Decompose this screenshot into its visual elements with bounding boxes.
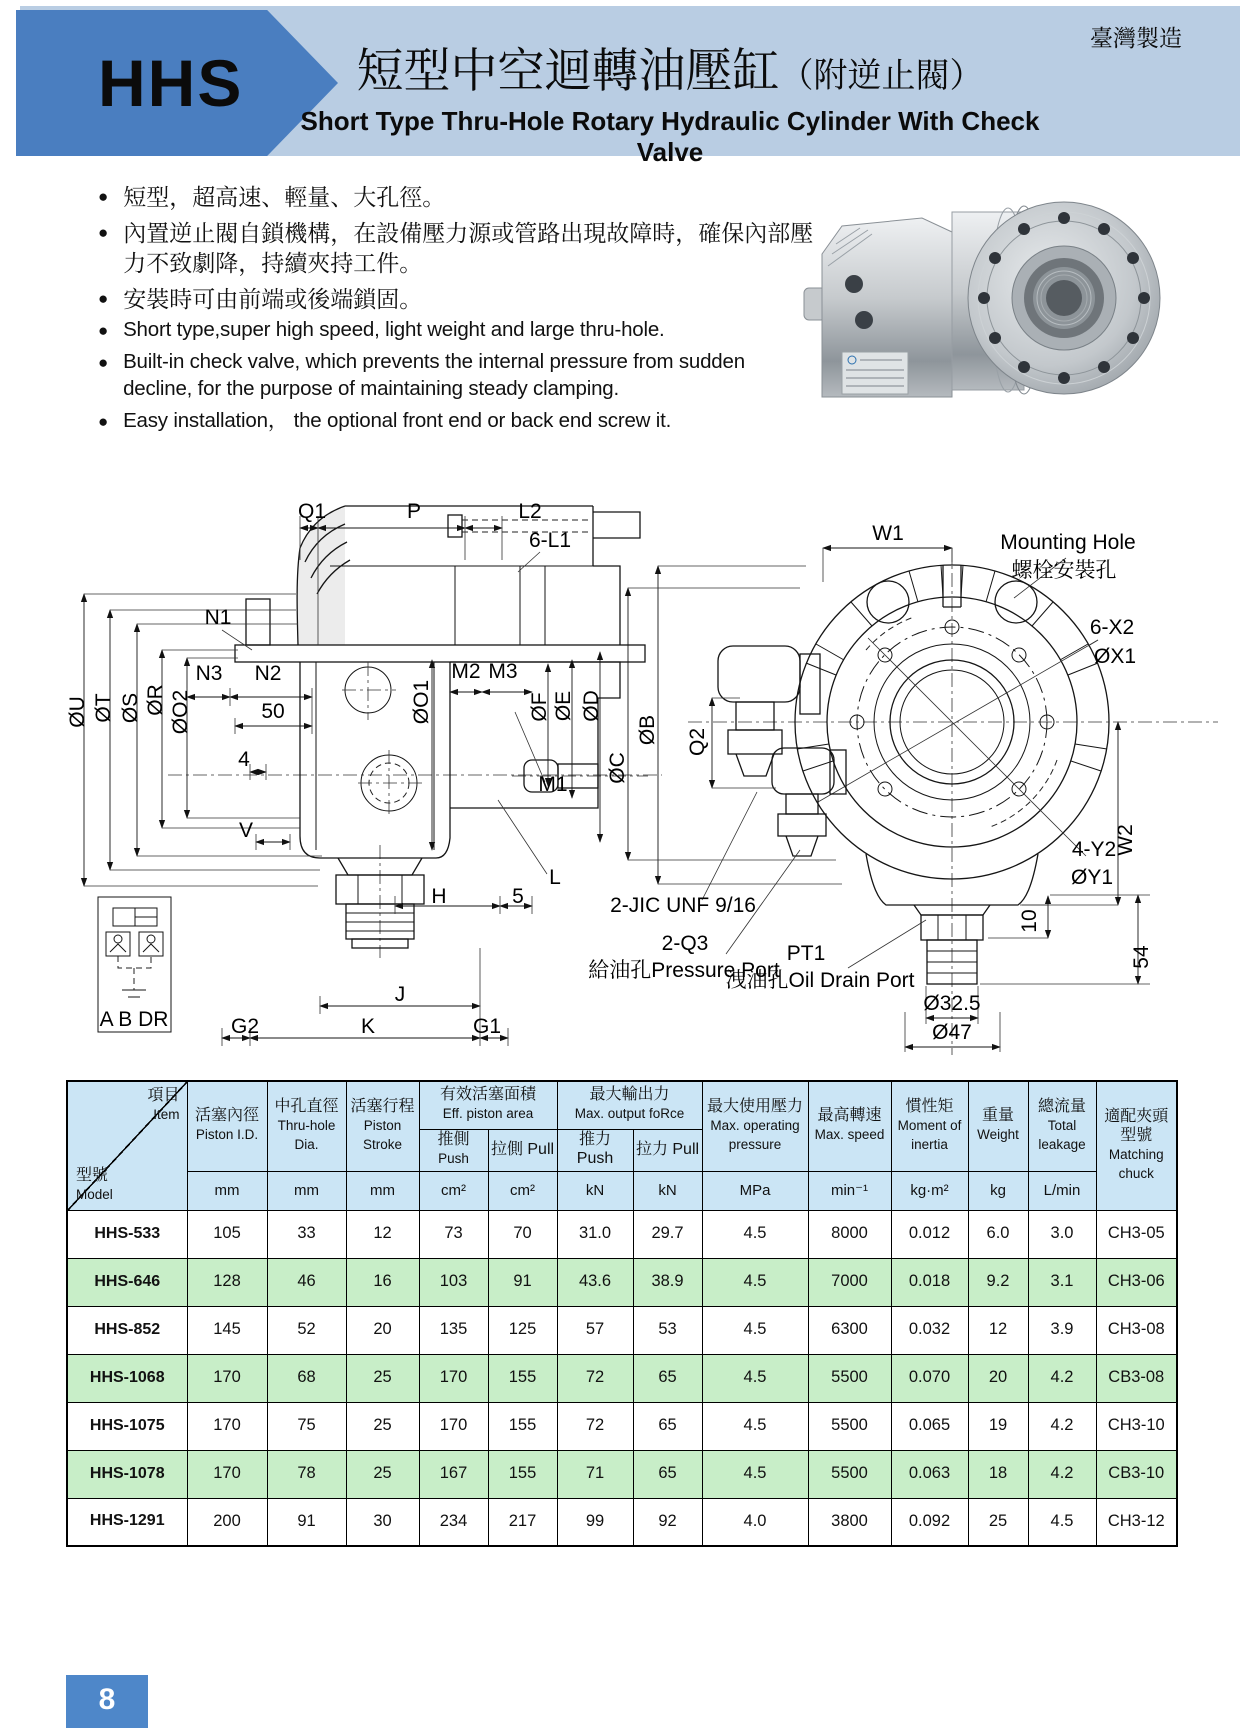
value-cell: CB3-08: [1096, 1354, 1177, 1402]
corner-item: 項目 Item: [147, 1087, 180, 1122]
unit-cell: kN: [557, 1171, 633, 1210]
dim-label: ØC: [606, 752, 629, 784]
col-inertia: 慣性矩 Moment of inertia: [891, 1081, 968, 1171]
table-row: [67, 1306, 1177, 1354]
dim-label: 4: [238, 748, 250, 771]
unit-cell: L/min: [1028, 1171, 1096, 1210]
value-cell: 217: [488, 1498, 557, 1546]
subcol-pull-force: 拉力 Pull: [633, 1129, 702, 1171]
col-max-speed: 最高轉速 Max. speed: [808, 1081, 891, 1171]
dim-label: ØR: [144, 684, 167, 716]
right-diagram-labels: [588, 522, 1153, 1044]
dim-label: L2: [518, 500, 542, 523]
dim-label: M2: [451, 660, 481, 683]
dim-label: 54: [1130, 945, 1153, 969]
subcol-pull-area: 拉側 Pull: [488, 1129, 557, 1171]
dim-label: PT1: [786, 942, 826, 965]
value-cell: 5500: [808, 1402, 891, 1450]
value-cell: 65: [633, 1450, 702, 1498]
value-cell: 20: [968, 1354, 1028, 1402]
dim-label: 10: [1018, 909, 1041, 933]
table-row: [67, 1498, 1177, 1546]
bullet-icon: ●: [98, 412, 109, 432]
technical-drawing: [0, 450, 1240, 1065]
feature-item: [98, 316, 798, 344]
value-cell: 72: [557, 1402, 633, 1450]
value-cell: 5500: [808, 1450, 891, 1498]
value-cell: 70: [488, 1210, 557, 1258]
pressure-port-fittings: [718, 646, 846, 856]
dim-label: L: [549, 866, 561, 889]
model-cell: HHS-646: [67, 1258, 187, 1306]
value-cell: 8000: [808, 1210, 891, 1258]
value-cell: 170: [419, 1402, 488, 1450]
feature-list-en: [98, 316, 798, 439]
page-title-en: Short Type Thru-Hole Rotary Hydraulic Cylinder With Check Valve: [300, 106, 1040, 167]
dim-label: Ø47: [932, 1021, 972, 1044]
feature-text: Built-in check valve, which prevents the internal pressure from sudden decline, for the purpose of maintaining steady clamping.: [123, 349, 745, 401]
dim-label: ØX1: [1093, 645, 1137, 668]
table-row: [67, 1354, 1177, 1402]
model-cell: HHS-1075: [67, 1402, 187, 1450]
value-cell: 53: [633, 1306, 702, 1354]
unit-cell: kN: [633, 1171, 702, 1210]
value-cell: 103: [419, 1258, 488, 1306]
table-row: [67, 1450, 1177, 1498]
dim-label: V: [238, 819, 254, 842]
dim-label: ØT: [92, 693, 115, 723]
value-cell: 135: [419, 1306, 488, 1354]
value-cell: 92: [633, 1498, 702, 1546]
value-cell: 0.063: [891, 1450, 968, 1498]
spec-table: [66, 1080, 1178, 1547]
value-cell: 105: [187, 1210, 267, 1258]
value-cell: 57: [557, 1306, 633, 1354]
model-cell: HHS-533: [67, 1210, 187, 1258]
value-cell: 6300: [808, 1306, 891, 1354]
value-cell: 4.5: [702, 1258, 808, 1306]
value-cell: 4.0: [702, 1498, 808, 1546]
value-cell: 4.5: [702, 1306, 808, 1354]
bullet-icon: ●: [98, 222, 109, 242]
dim-label: 5: [512, 885, 524, 908]
unit-cell: kg: [968, 1171, 1028, 1210]
dim-label: A B DR: [99, 1008, 169, 1031]
feature-text: Easy installation， the optional front end or back end screw it.: [123, 409, 672, 433]
value-cell: 65: [633, 1354, 702, 1402]
dim-label: ØY1: [1070, 866, 1114, 889]
feature-item: [98, 348, 798, 403]
col-max-output: 最大輸出力 Max. output foRce: [557, 1081, 702, 1129]
value-cell: 68: [267, 1354, 346, 1402]
feature-text: 內置逆止閥自鎖機構，在設備壓力源或管路出現故障時，確保內部壓力不致劇降，持續夾持工件。: [123, 219, 814, 277]
dim-label: 4-Y2: [1071, 838, 1117, 861]
dim-label: 6-X2: [1089, 616, 1135, 639]
feature-item: [98, 407, 798, 435]
dim-label: 2-Q3: [661, 932, 709, 955]
dim-label: P: [406, 500, 422, 523]
value-cell: 4.2: [1028, 1450, 1096, 1498]
page-title-zh: [340, 34, 1000, 101]
model-cell: HHS-1078: [67, 1450, 187, 1498]
col-leakage: 總流量 Total leakage: [1028, 1081, 1096, 1171]
value-cell: 125: [488, 1306, 557, 1354]
unit-cell: min⁻¹: [808, 1171, 891, 1210]
page-number: 8: [66, 1675, 148, 1728]
dim-label: M3: [488, 660, 518, 683]
model-cell: HHS-852: [67, 1306, 187, 1354]
feature-text: Short type,super high speed, light weight and large thru-hole.: [123, 318, 665, 341]
value-cell: 12: [346, 1210, 419, 1258]
value-cell: 20: [346, 1306, 419, 1354]
value-cell: 234: [419, 1498, 488, 1546]
value-cell: 43.6: [557, 1258, 633, 1306]
value-cell: 5500: [808, 1354, 891, 1402]
value-cell: 155: [488, 1450, 557, 1498]
value-cell: 12: [968, 1306, 1028, 1354]
dim-label: W1: [872, 522, 904, 545]
dim-label: 6-L1: [528, 529, 572, 552]
table-row: [67, 1258, 1177, 1306]
value-cell: 155: [488, 1402, 557, 1450]
value-cell: 99: [557, 1498, 633, 1546]
unit-cell: mm: [187, 1171, 267, 1210]
dim-label: ØF: [528, 692, 551, 722]
unit-cell: kg·m²: [891, 1171, 968, 1210]
value-cell: 29.7: [633, 1210, 702, 1258]
value-cell: 19: [968, 1402, 1028, 1450]
model-cell: HHS-1291: [67, 1498, 187, 1546]
dim-label: Mounting Hole: [1000, 531, 1136, 554]
value-cell: 71: [557, 1450, 633, 1498]
value-cell: 16: [346, 1258, 419, 1306]
value-cell: 91: [488, 1258, 557, 1306]
col-eff-area: 有效活塞面積 Eff. piston area: [419, 1081, 557, 1129]
feature-text: 短型，超高速、輕量、大孔徑。: [123, 184, 446, 210]
value-cell: 4.5: [702, 1354, 808, 1402]
value-cell: 0.032: [891, 1306, 968, 1354]
value-cell: 52: [267, 1306, 346, 1354]
bullet-icon: ●: [98, 352, 109, 372]
feature-item: [98, 182, 818, 213]
value-cell: 128: [187, 1258, 267, 1306]
value-cell: 4.5: [702, 1450, 808, 1498]
value-cell: 3.9: [1028, 1306, 1096, 1354]
value-cell: CH3-08: [1096, 1306, 1177, 1354]
value-cell: 31.0: [557, 1210, 633, 1258]
value-cell: 7000: [808, 1258, 891, 1306]
value-cell: 18: [968, 1450, 1028, 1498]
dim-label: ØU: [66, 696, 89, 728]
dim-label: K: [360, 1015, 376, 1038]
value-cell: CH3-10: [1096, 1402, 1177, 1450]
dim-label: 2-JIC UNF 9/16: [610, 894, 756, 917]
dim-label: M1: [538, 773, 568, 796]
unit-cell: cm²: [419, 1171, 488, 1210]
value-cell: 25: [968, 1498, 1028, 1546]
value-cell: 72: [557, 1354, 633, 1402]
value-cell: 65: [633, 1402, 702, 1450]
value-cell: 73: [419, 1210, 488, 1258]
dim-label: N1: [204, 606, 232, 629]
dim-label: Ø32.5: [923, 992, 981, 1015]
value-cell: CH3-06: [1096, 1258, 1177, 1306]
unit-cell: mm: [267, 1171, 346, 1210]
value-cell: CH3-05: [1096, 1210, 1177, 1258]
value-cell: 25: [346, 1354, 419, 1402]
subcol-push-area: 推側 Push: [419, 1129, 488, 1171]
value-cell: 75: [267, 1402, 346, 1450]
value-cell: 170: [187, 1450, 267, 1498]
unit-cell: cm²: [488, 1171, 557, 1210]
value-cell: 155: [488, 1354, 557, 1402]
value-cell: 6.0: [968, 1210, 1028, 1258]
product-photo: [802, 192, 1194, 400]
feature-item: [98, 284, 818, 315]
dim-label: ØS: [119, 692, 142, 724]
feature-text: 安裝時可由前端或後端鎖固。: [123, 285, 423, 312]
dim-label: 50: [261, 700, 285, 723]
dim-label: N3: [195, 662, 223, 685]
value-cell: 0.092: [891, 1498, 968, 1546]
col-stroke: 活塞行程 Piston Stroke: [346, 1081, 419, 1171]
value-cell: 170: [419, 1354, 488, 1402]
bullet-icon: ●: [98, 321, 109, 340]
value-cell: 25: [346, 1450, 419, 1498]
value-cell: CH3-12: [1096, 1498, 1177, 1546]
feature-list-zh: [98, 182, 818, 319]
value-cell: 200: [187, 1498, 267, 1546]
subcol-push-force: 推力 Push: [557, 1129, 633, 1171]
col-thru-hole: 中孔直徑 Thru-hole Dia.: [267, 1081, 346, 1171]
value-cell: 0.012: [891, 1210, 968, 1258]
value-cell: 0.065: [891, 1402, 968, 1450]
dim-label: N2: [254, 662, 282, 685]
value-cell: 0.018: [891, 1258, 968, 1306]
unit-cell: mm: [346, 1171, 419, 1210]
value-cell: 4.5: [702, 1210, 808, 1258]
col-piston-id: 活塞內徑 Piston I.D.: [187, 1081, 267, 1171]
bullet-icon: ●: [98, 187, 109, 206]
value-cell: 170: [187, 1402, 267, 1450]
dim-label: ØD: [580, 690, 603, 722]
value-cell: 33: [267, 1210, 346, 1258]
value-cell: 4.5: [1028, 1498, 1096, 1546]
left-diagram-labels: [66, 500, 659, 1038]
value-cell: 30: [346, 1498, 419, 1546]
dim-label: H: [431, 885, 447, 908]
corner-model: 型號 Model: [76, 1166, 113, 1202]
value-cell: 78: [267, 1450, 346, 1498]
value-cell: 9.2: [968, 1258, 1028, 1306]
value-cell: 0.070: [891, 1354, 968, 1402]
feature-item: [98, 218, 818, 279]
brand-logo: HHS: [98, 46, 244, 120]
page-title-zh-paren: （附逆止閥）: [779, 57, 984, 95]
dim-label: ØO1: [410, 679, 433, 725]
dim-label: ØB: [636, 714, 659, 746]
dim-label: ØE: [552, 690, 575, 722]
bullet-icon: ●: [98, 288, 109, 308]
dim-label: 洩油孔Oil Drain Port: [725, 969, 915, 992]
value-cell: 4.5: [702, 1402, 808, 1450]
value-cell: 167: [419, 1450, 488, 1498]
value-cell: 3.0: [1028, 1210, 1096, 1258]
col-max-pressure: 最大使用壓力 Max. operating pressure: [702, 1081, 808, 1171]
dim-label: G2: [230, 1015, 260, 1038]
value-cell: CB3-10: [1096, 1450, 1177, 1498]
value-cell: 4.2: [1028, 1402, 1096, 1450]
value-cell: 170: [187, 1354, 267, 1402]
col-chuck: 適配夾頭型號 Matching chuck: [1096, 1081, 1177, 1210]
dim-label: Q1: [297, 500, 327, 523]
table-row: [67, 1210, 1177, 1258]
model-cell: HHS-1068: [67, 1354, 187, 1402]
table-row: [67, 1402, 1177, 1450]
value-cell: 46: [267, 1258, 346, 1306]
value-cell: 3.1: [1028, 1258, 1096, 1306]
made-in-label: 臺灣製造: [1090, 25, 1182, 51]
value-cell: 145: [187, 1306, 267, 1354]
dim-label: Q2: [686, 727, 709, 757]
page-title-zh-main: 短型中空迴轉油壓缸: [356, 44, 780, 97]
value-cell: 3800: [808, 1498, 891, 1546]
value-cell: 91: [267, 1498, 346, 1546]
value-cell: 38.9: [633, 1258, 702, 1306]
col-weight: 重量 Weight: [968, 1081, 1028, 1171]
unit-cell: MPa: [702, 1171, 808, 1210]
value-cell: 25: [346, 1402, 419, 1450]
dim-label: 給油孔Pressure Port: [588, 959, 780, 982]
dim-label: J: [394, 983, 406, 1006]
dim-label: ØO2: [169, 689, 192, 735]
corner-cell: [67, 1081, 187, 1210]
dim-label: 螺栓安裝孔: [1011, 559, 1117, 582]
value-cell: 4.2: [1028, 1354, 1096, 1402]
dim-label: W2: [1114, 824, 1137, 856]
dim-label: G1: [472, 1015, 502, 1038]
